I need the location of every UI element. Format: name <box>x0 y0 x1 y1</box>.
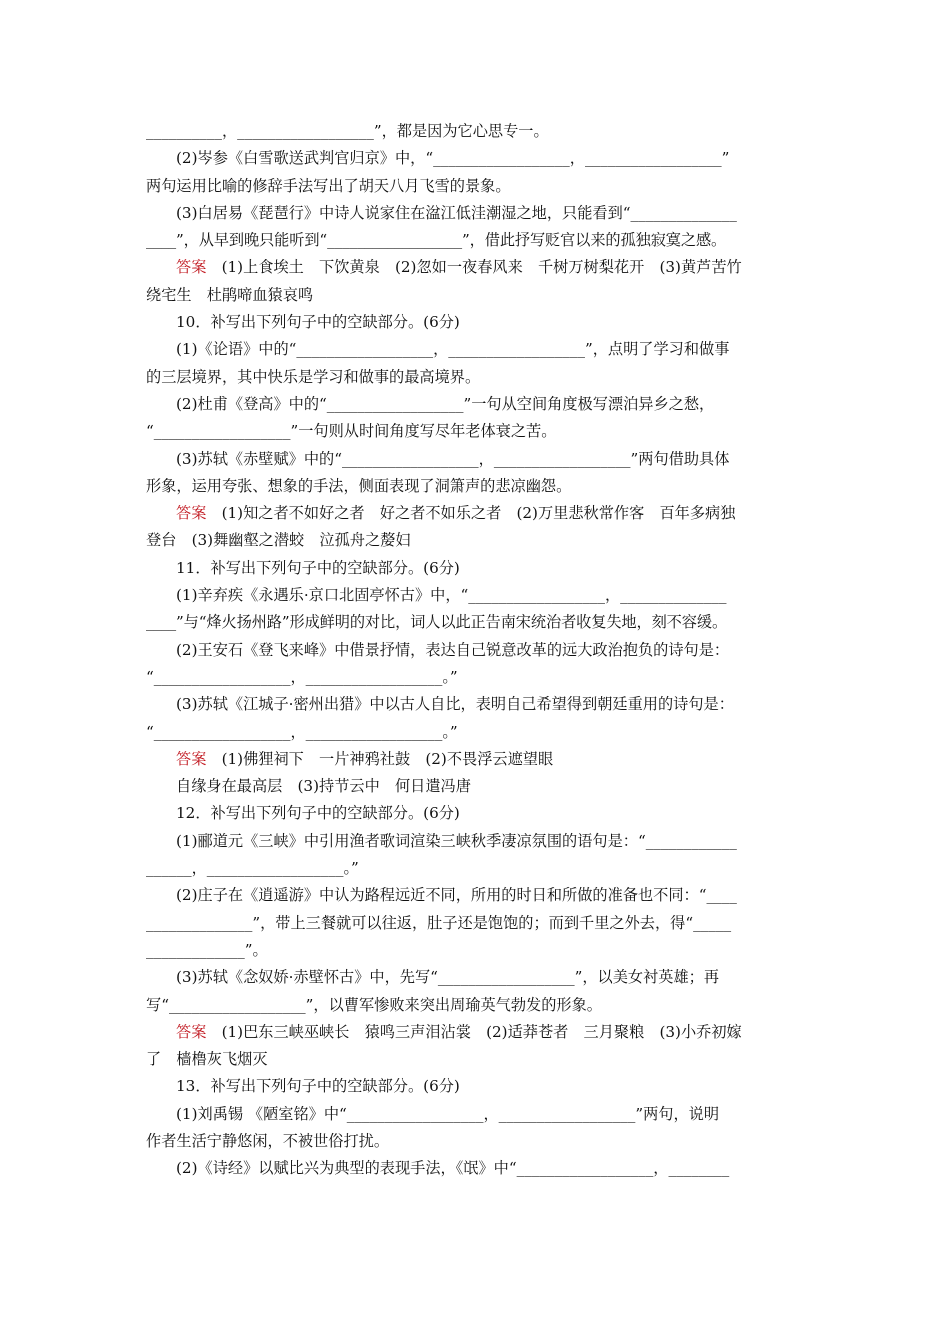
question-heading: 10．补写出下列句子中的空缺部分。(6分) <box>176 313 460 332</box>
text-line: 了 樯橹灰飞烟灭 <box>146 1050 268 1069</box>
answer-label: 答案 <box>176 749 207 768</box>
text-line: 写“__________________”，以曹军惨败来突出周瑜英气勃发的形象。 <box>146 995 602 1014</box>
text-line: (3)白居易《琵琶行》中诗人说家住在湓江低洼潮湿之地，只能看到“______________ <box>176 203 737 222</box>
text-line: (2)王安石《登飞来峰》中借景抒情，表达自己锐意改革的远大政治抱负的诗句是： <box>176 640 730 659</box>
text-line: 绕宅生 杜鹃啼血猿哀鸣 <box>146 285 314 304</box>
text-line: 自缘身在最高层 (3)持节云中 何日遣冯唐 <box>176 777 471 796</box>
text-line: (2)岑参《白雪歌送武判官归京》中，“__________________，__________________” <box>176 149 730 168</box>
text-line: “__________________”一句则从时间角度写尽年老体衰之苦。 <box>146 422 557 441</box>
text-line: (1)辛弃疾《永遇乐·京口北固亭怀古》中，“__________________，______________ <box>176 586 727 605</box>
text-line: ____”，从早到晚只能听到“__________________”，借此抒写贬官以来的孤独寂寞之感。 <box>146 231 727 250</box>
text-line: (1)刘禹锡 《陋室铭》中“__________________，__________________”两句，说明 <box>176 1104 720 1123</box>
answer-line <box>146 254 810 281</box>
text-line: (1)郦道元《三峡》中引用渔者歌词渲染三峡秋季凄凉氛围的语句是：“____________ <box>176 831 737 850</box>
text-line: (1)《论语》中的“__________________，__________________”，点明了学习和做事 <box>176 340 730 359</box>
text-line: (3)苏轼《赤壁赋》中的“__________________，__________________”两句借助具体 <box>176 449 730 468</box>
text-line: “__________________，__________________。” <box>146 722 458 741</box>
text-line: __________，__________________”，都是因为它心思专一。 <box>146 122 549 140</box>
answer-text: (1)上食埃土 下饮黄泉 (2)忽如一夜春风来 千树万树梨花开 (3)黄芦苦竹 <box>221 258 742 277</box>
text-line: 形象，运用夸张、想象的手法，侧面表现了洞箫声的悲凉幽怨。 <box>146 476 572 495</box>
text-line: ____”与“烽火扬州路”形成鲜明的对比，词人以此正告南宋统治者收复失地，刻不容缓。 <box>146 613 728 632</box>
question-heading: 12．补写出下列句子中的空缺部分。(6分) <box>176 804 460 823</box>
answer-line <box>146 1019 810 1046</box>
question-heading: 11．补写出下列句子中的空缺部分。(6分) <box>176 558 460 577</box>
text-line: _____________”。 <box>146 940 268 959</box>
text-line: ______，__________________。” <box>146 859 359 878</box>
answer-line <box>146 500 810 527</box>
text-line: (3)苏轼《念奴娇·赤壁怀古》中，先写“__________________”，以美女衬英雄；再 <box>176 968 720 987</box>
document-page <box>146 118 810 1183</box>
answer-label: 答案 <box>176 1022 207 1041</box>
text-line: (2)杜甫《登高》中的“__________________”一句从空间角度极写漂泊异乡之愁， <box>176 394 715 413</box>
answer-label: 答案 <box>176 504 207 523</box>
answer-text: (1)知之者不如好之者 好之者不如乐之者 (2)万里悲秋常作客 百年多病独 <box>221 504 736 523</box>
answer-text: (1)巴东三峡巫峡长 猿鸣三声泪沾裳 (2)适莽苍者 三月聚粮 (3)小乔初嫁 <box>221 1022 742 1041</box>
text-line: (2)庄子在《逍遥游》中认为路程远近不同，所用的时日和所做的准备也不同：“____ <box>176 886 737 905</box>
answer-text: (1)佛狸祠下 一片神鸦社鼓 (2)不畏浮云遮望眼 <box>221 749 554 768</box>
question-heading: 13．补写出下列句子中的空缺部分。(6分) <box>176 1077 460 1096</box>
text-line: (2)《诗经》以赋比兴为典型的表现手法，《氓》中“__________________，________ <box>176 1159 730 1178</box>
text-line: “__________________，__________________。” <box>146 667 458 686</box>
text-line: 两句运用比喻的修辞手法写出了胡天八月飞雪的景象。 <box>146 176 511 195</box>
text-line: (3)苏轼《江城子·密州出猎》中以古人自比，表明自己希望得到朝廷重用的诗句是： <box>176 695 734 714</box>
text-line: 的三层境界，其中快乐是学习和做事的最高境界。 <box>146 367 481 386</box>
answer-label: 答案 <box>176 258 207 277</box>
text-line: 登台 (3)舞幽壑之潜蛟 泣孤舟之嫠妇 <box>146 531 411 550</box>
answer-line <box>146 746 810 773</box>
text-line: ______________”，带上三餐就可以往返，肚子还是饱饱的；而到千里之外去，得“_____ <box>146 913 732 932</box>
text-line: 作者生活宁静悠闲，不被世俗打扰。 <box>146 1131 389 1150</box>
